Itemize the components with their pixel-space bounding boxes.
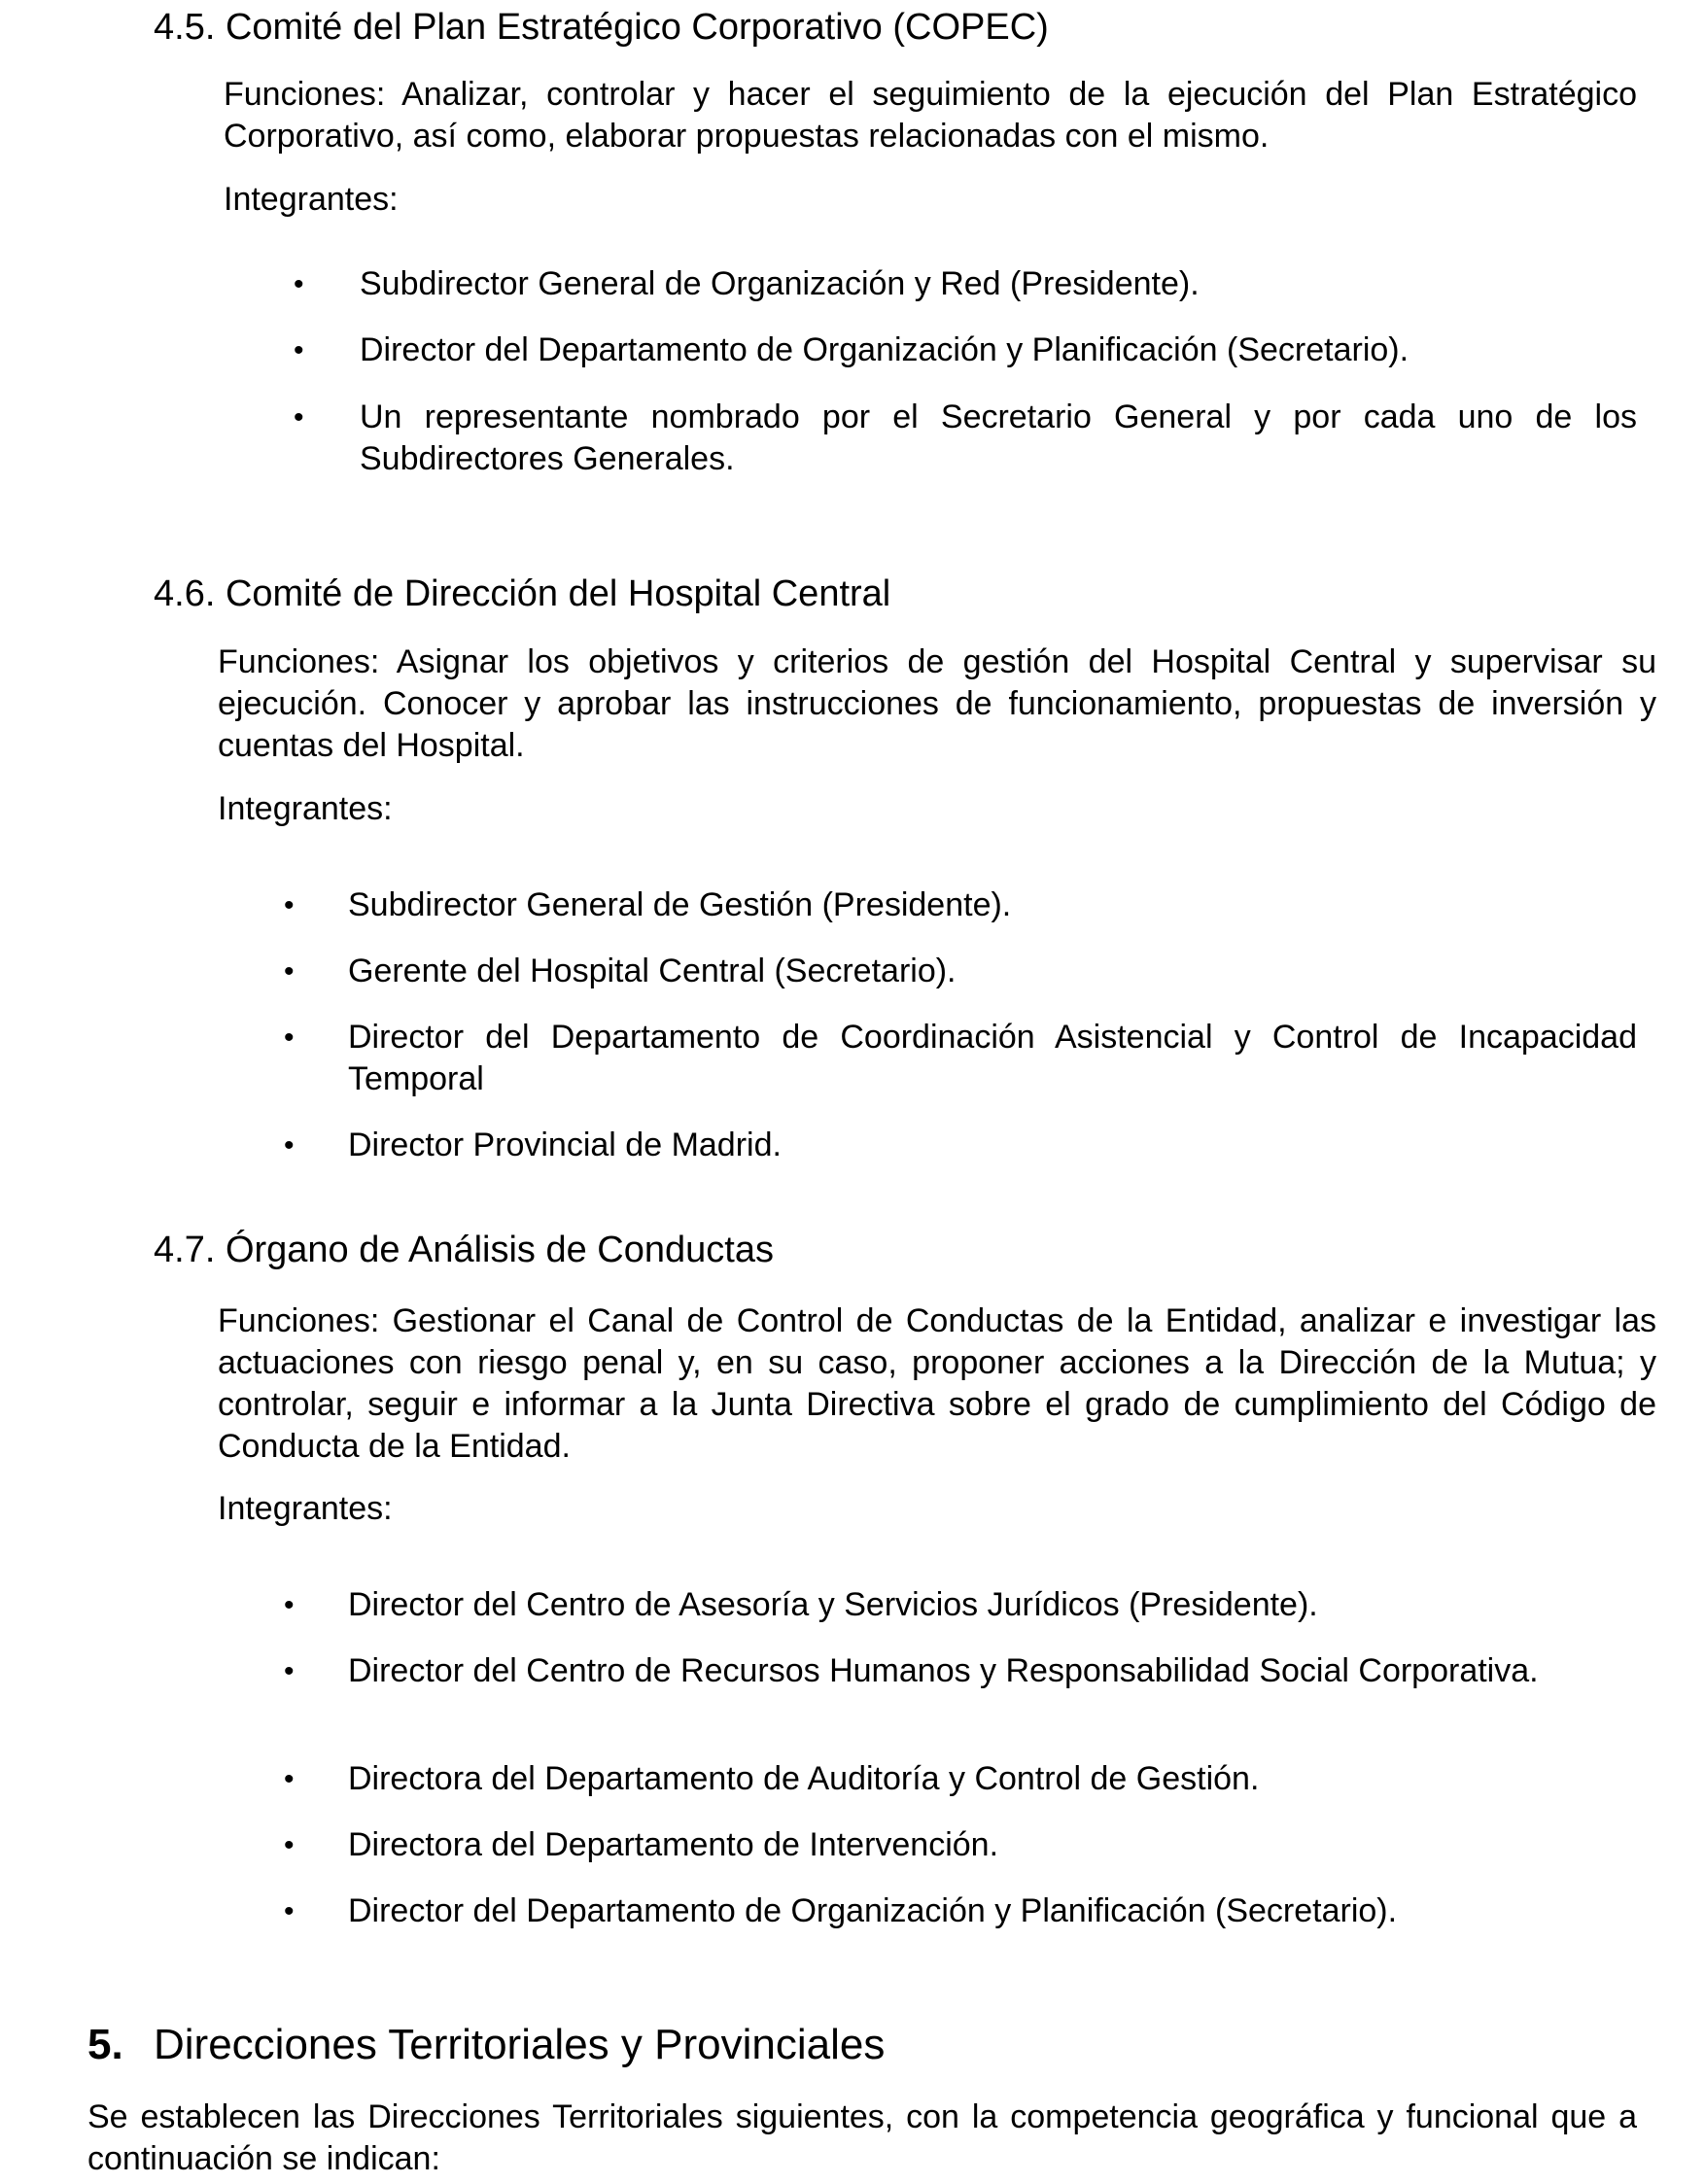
bullet-icon: • — [284, 1655, 295, 1687]
list-item-text: Director Provincial de Madrid. — [348, 1127, 782, 1163]
list-item-text: Directora del Departamento de Intervención. — [348, 1826, 999, 1863]
list-item-text: Director del Departamento de Organización y Planificación (Secretario). — [360, 331, 1409, 368]
list-item-text: Un representante nombrado por el Secretario General y por cada uno de los Subdirectores Generales. — [360, 399, 1637, 477]
list-item-text: Subdirector General de Organización y Red (Presidente). — [360, 265, 1200, 302]
list-item-text: Directora del Departamento de Auditoría y Control de Gestión. — [348, 1760, 1260, 1797]
list-item-text: Director del Departamento de Coordinación Asistencial y Control de Incapacidad Temporal — [348, 1019, 1637, 1097]
section-4-5-heading: 4.5. Comité del Plan Estratégico Corporativo (COPEC) — [154, 7, 1049, 48]
bullet-icon: • — [294, 334, 304, 366]
section-5-intro: Se establecen las Direcciones Territoriales siguientes, con la competencia geográfica y funcional que a continuación se indican: — [87, 2098, 1637, 2177]
bullet-icon: • — [294, 401, 304, 433]
bullet-icon: • — [284, 1895, 295, 1927]
section-4-6-members-label: Integrantes: — [218, 790, 393, 827]
section-4-7-functions: Funciones: Gestionar el Canal de Control de Conductas de la Entidad, analizar e investigar las actuaciones con riesgo penal y, en su caso, proponer acciones a la Dirección de la Mutua; y controlar, seguir e informar a la Junta Directiva sobre el grado de cumplimiento del Código de Conducta de la Entidad. — [218, 1302, 1656, 1465]
list-item-text: Director del Centro de Recursos Humanos y Responsabilidad Social Corporativa. — [348, 1652, 1539, 1689]
bullet-icon: • — [294, 268, 304, 300]
list-item-text: Gerente del Hospital Central (Secretario). — [348, 953, 957, 989]
bullet-icon: • — [284, 955, 295, 988]
section-5-title: Direcciones Territoriales y Provinciales — [154, 2021, 886, 2068]
section-4-6-heading: 4.6. Comité de Dirección del Hospital Central — [154, 573, 891, 614]
section-4-5-functions: Funciones: Analizar, controlar y hacer el seguimiento de la ejecución del Plan Estratégico Corporativo, así como, elaborar propuestas relacionadas con el mismo. — [224, 76, 1637, 155]
bullet-icon: • — [284, 1589, 295, 1621]
bullet-icon: • — [284, 1763, 295, 1795]
bullet-icon: • — [284, 1022, 295, 1054]
list-item-text: Subdirector General de Gestión (Presidente). — [348, 886, 1012, 923]
section-4-7-members-label: Integrantes: — [218, 1490, 393, 1527]
bullet-icon: • — [284, 1129, 295, 1161]
section-5-heading — [87, 2020, 885, 2070]
bullet-icon: • — [284, 1829, 295, 1861]
bullet-icon: • — [284, 889, 295, 921]
list-item-text: Director del Departamento de Organización y Planificación (Secretario). — [348, 1892, 1398, 1929]
section-5-number: 5. — [87, 2021, 123, 2068]
list-item-text: Director del Centro de Asesoría y Servicios Jurídicos (Presidente). — [348, 1586, 1318, 1623]
section-4-7-heading: 4.7. Órgano de Análisis de Conductas — [154, 1230, 774, 1270]
section-4-5-members-label: Integrantes: — [224, 181, 399, 218]
section-4-6-functions: Funciones: Asignar los objetivos y criterios de gestión del Hospital Central y supervisar su ejecución. Conocer y aprobar las instrucciones de funcionamiento, propuestas de inversión y cuentas del Hospital. — [218, 643, 1656, 764]
